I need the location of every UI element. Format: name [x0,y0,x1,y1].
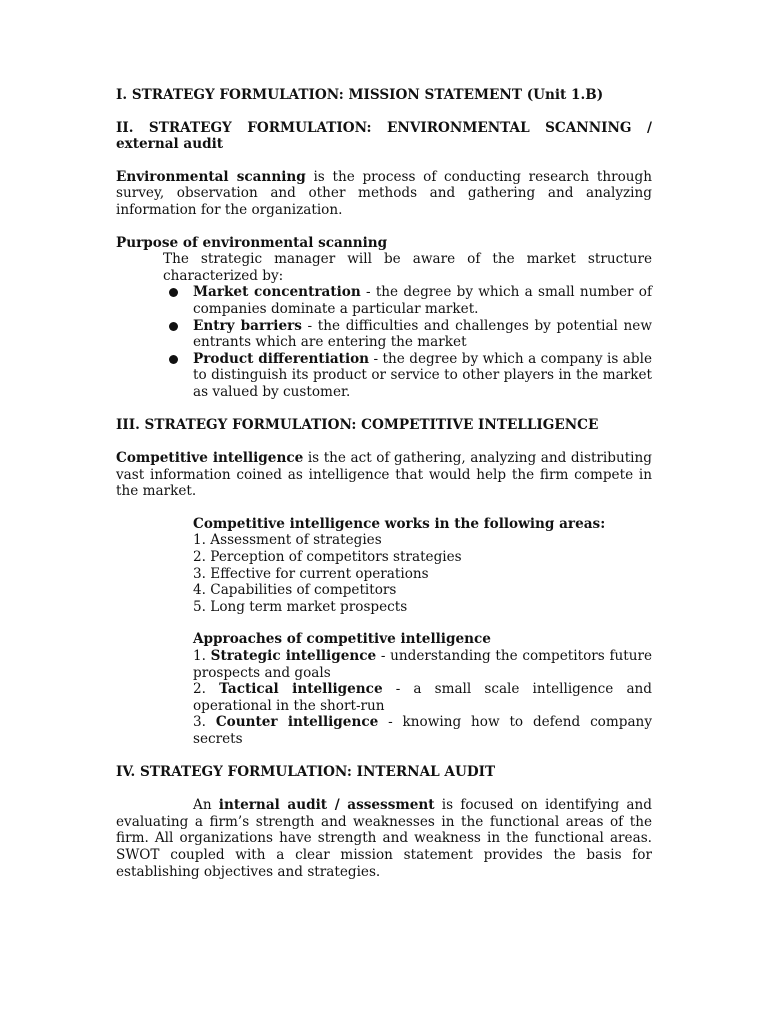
ci-approaches-list [116,648,652,748]
bullet-icon [169,288,178,297]
heading-mission-statement: I. STRATEGY FORMULATION: MISSION STATEMENT (Unit 1.B) [116,87,604,103]
heading-environmental-scanning: II. STRATEGY FORMULATION: ENVIRONMENTAL SCANNING / external audit [116,119,652,153]
bullet-icon [169,355,178,364]
list-item: 3. Counter intelligence - knowing how to defend company secrets [193,714,652,747]
internal-audit-paragraph: An internal audit / assessment is focused on identifying and evaluating a firm’s strength and weaknesses in the functional areas of the firm. All organizations have strength and weakness in the functional areas. SWOT coupled with a clear mission statement provides the basis for establishing objectives and strategies. [116,797,652,880]
purpose-heading: Purpose of environmental scanning [116,234,388,251]
competitive-intelligence-definition: Competitive intelligence is the act of gathering, analyzing and distributing vast information coined as intelligence that would help the firm compete in the market. [116,450,652,500]
market-structure-list [116,284,652,400]
list-item: Product differentiation - the degree by which a company is able to distinguish its product or service to other players in the market as valued by customer. [193,351,652,401]
heading-internal-audit: IV. STRATEGY FORMULATION: INTERNAL AUDIT [116,763,496,780]
ci-areas-heading: Competitive intelligence works in the following areas: [193,515,606,532]
list-item: 1. Assessment of strategies [193,532,382,549]
list-item: 2. Tactical intelligence - a small scale intelligence and operational in the short-run [193,681,652,714]
bullet-icon [169,322,178,331]
ci-approaches-heading: Approaches of competitive intelligence [193,631,491,648]
document-page [116,87,652,880]
purpose-intro: The strategic manager will be aware of the market structure characterized by: [163,251,652,284]
list-item: 3. Effective for current operations [193,565,429,582]
list-item: 5. Long term market prospects [193,598,408,615]
list-item: 2. Perception of competitors strategies [193,549,462,566]
list-item: 4. Capabilities of competitors [193,582,397,599]
list-item: 1. Strategic intelligence - understanding the competitors future prospects and goals [193,648,652,681]
heading-competitive-intelligence: III. STRATEGY FORMULATION: COMPETITIVE INTELLIGENCE [116,416,599,433]
list-item: Market concentration - the degree by which a small number of companies dominate a particular market. [193,284,652,317]
ci-areas-list [116,532,652,615]
list-item: Entry barriers - the difficulties and challenges by potential new entrants which are entering the market [193,318,652,351]
environmental-scanning-definition: Environmental scanning is the process of conducting research through survey, observation and other methods and gathering and analyzing information for the organization. [116,168,652,218]
